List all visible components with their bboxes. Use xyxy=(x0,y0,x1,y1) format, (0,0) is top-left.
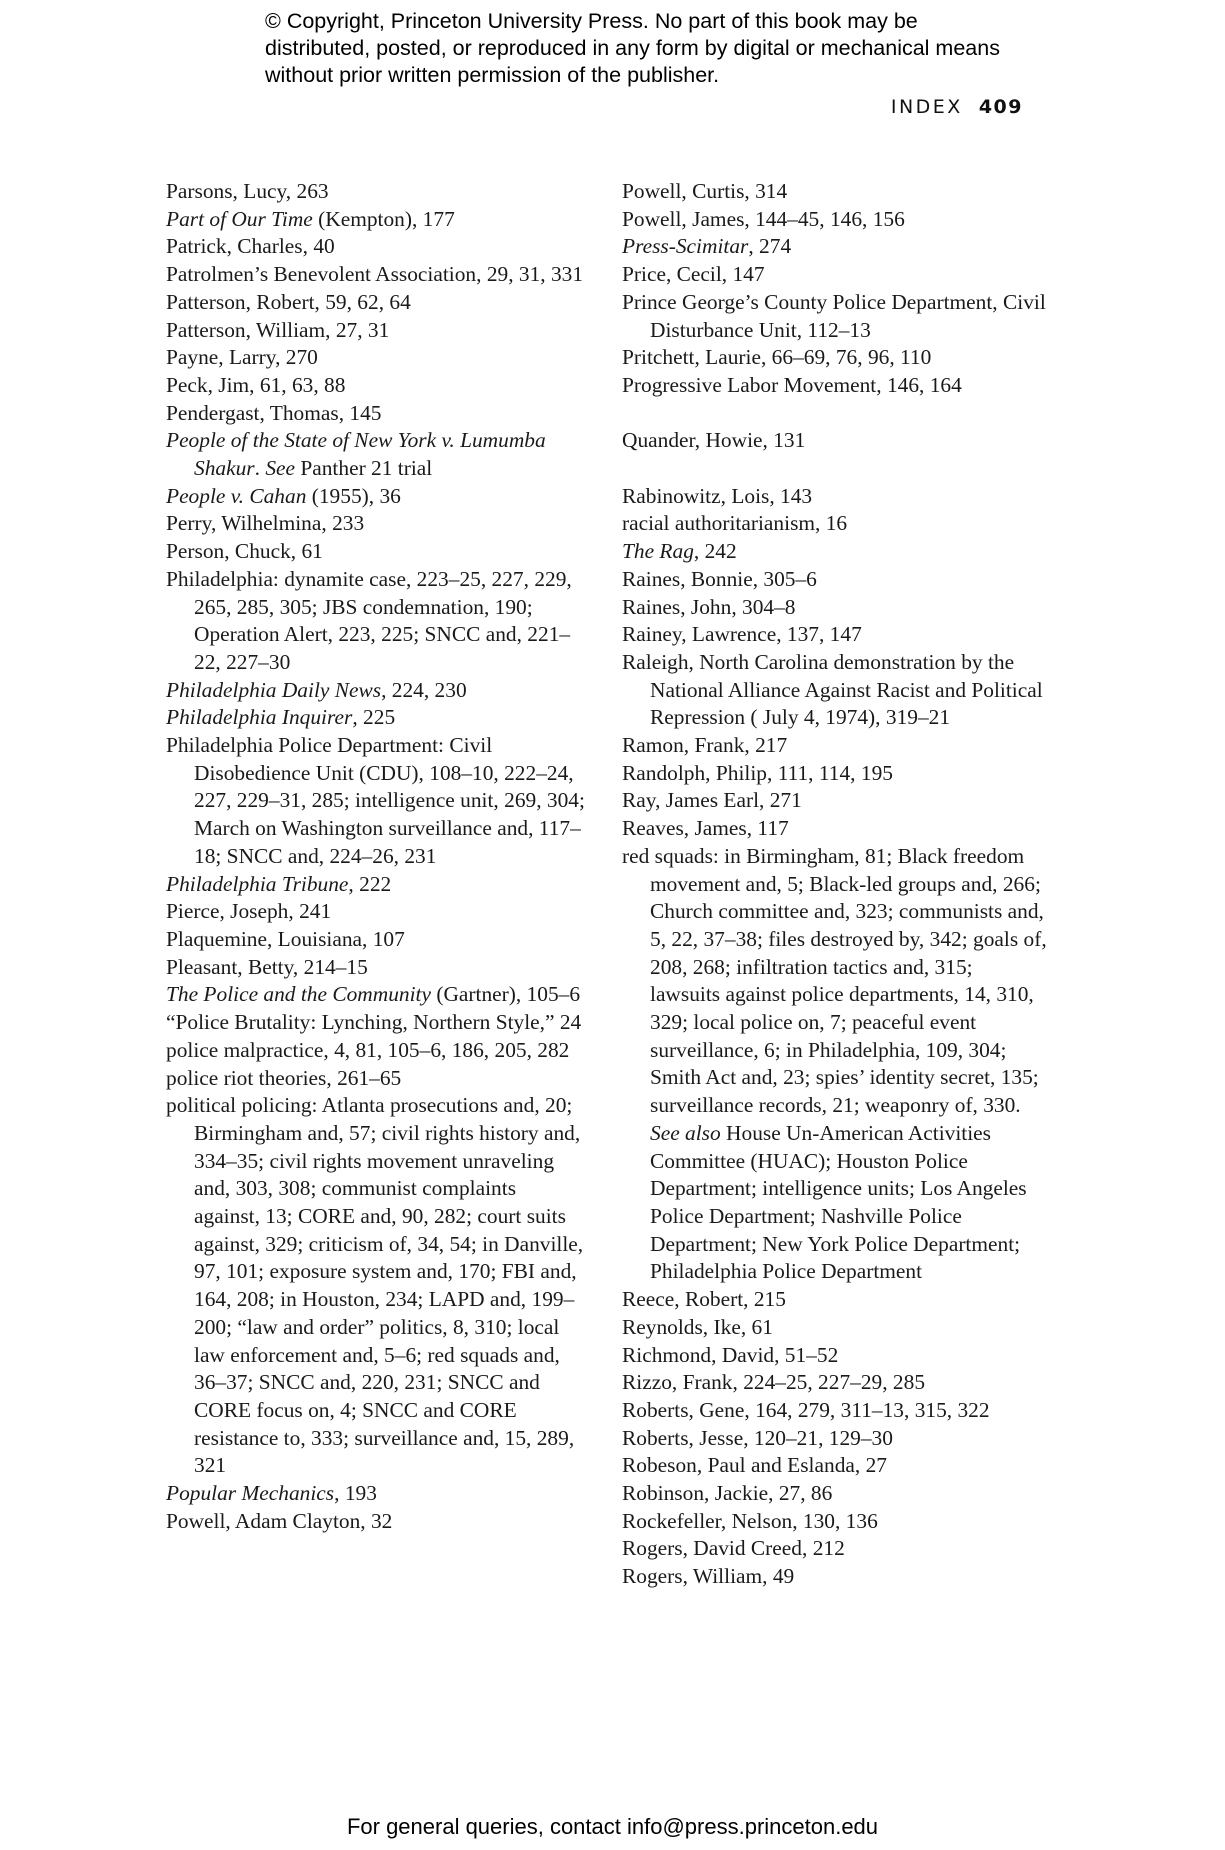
index-entry: Reaves, James, 117 xyxy=(622,816,789,841)
index-entry: Robinson, Jackie, 27, 86 xyxy=(622,1481,833,1506)
copyright-notice: © Copyright, Princeton University Press. No part of this book may be distributed, posted, or reproduced in any form by digital or mechanical means without prior written permission of the publisher. xyxy=(265,9,1000,87)
index-letter-break xyxy=(622,400,1047,428)
index-entry: Rogers, William, 49 xyxy=(622,1564,795,1589)
index-column-left xyxy=(166,178,586,1535)
index-entry: Pritchett, Laurie, 66–69, 76, 96, 110 xyxy=(622,345,932,370)
index-entry: Quander, Howie, 131 xyxy=(622,428,806,453)
index-entry: Rabinowitz, Lois, 143 xyxy=(622,483,813,508)
index-entry: Raleigh, North Carolina demonstration by the National Alliance Against Racist and Political Repression ( July 4, 1974), 319–21 xyxy=(622,649,1043,730)
index-entry: Popular Mechanics, 193 xyxy=(166,1481,377,1506)
index-entry: Powell, Curtis, 314 xyxy=(622,179,788,203)
index-entry: Philadelphia Police Department: Civil Disobedience Unit (CDU), 108–10, 222–24, 227, 229–31, 285; intelligence unit, 269, 304; March on Washington surveillance and, 117–18; SNCC and, 224–26, 231 xyxy=(166,733,585,868)
footer-contact: For general queries, contact info@press.princeton.edu xyxy=(346,1814,879,1839)
index-entry: Robeson, Paul and Eslanda, 27 xyxy=(622,1453,887,1478)
index-letter-break xyxy=(622,455,1047,483)
index-entry: Rainey, Lawrence, 137, 147 xyxy=(622,622,862,647)
index-entry: Powell, Adam Clayton, 32 xyxy=(166,1508,393,1533)
index-entry: Richmond, David, 51–52 xyxy=(622,1342,839,1367)
index-entry: Patterson, William, 27, 31 xyxy=(166,317,390,342)
index-entry: “Police Brutality: Lynching, Northern Style,” 24 xyxy=(166,1010,582,1035)
index-entry: political policing: Atlanta prosecutions and, 20; Birmingham and, 57; civil rights history and, 334–35; civil rights movement unraveling and, 303, 308; communist complaints against, 13; CORE and, 90, 282; court suits against, 329; criticism of, 34, 54; in Danville, 97, 101; exposure system and, 170; FBI and, 164, 208; in Houston, 234; LAPD and, 199–200; “law and order” politics, 8, 310; local law enforcement and, 5–6; red squads and, 36–37; SNCC and, 220, 231; SNCC and CORE focus on, 4; SNCC and CORE resistance to, 333; surveillance and, 15, 289, 321 xyxy=(166,1093,584,1478)
index-column-right xyxy=(622,178,1047,1591)
index-entry: Patrick, Charles, 40 xyxy=(166,234,335,259)
index-entry: The Police and the Community (Gartner), 105–6 xyxy=(166,982,581,1007)
index-entry: Patterson, Robert, 59, 62, 64 xyxy=(166,289,411,314)
index-entry: Person, Chuck, 61 xyxy=(166,539,323,564)
index-entry: police riot theories, 261–65 xyxy=(166,1065,402,1090)
index-entry: Perry, Wilhelmina, 233 xyxy=(166,511,365,536)
index-entry: The Rag, 242 xyxy=(622,539,737,564)
index-entry: People v. Cahan (1955), 36 xyxy=(166,483,401,508)
index-entry: Press-Scimitar, 274 xyxy=(622,234,792,259)
index-entry: Randolph, Philip, 111, 114, 195 xyxy=(622,760,893,785)
index-entry: Powell, James, 144–45, 146, 156 xyxy=(622,206,905,231)
index-entry: Pleasant, Betty, 214–15 xyxy=(166,954,368,979)
index-entry: Rizzo, Frank, 224–25, 227–29, 285 xyxy=(622,1370,926,1395)
index-entry: Philadelphia Inquirer, 225 xyxy=(166,705,396,730)
index-entry: police malpractice, 4, 81, 105–6, 186, 205, 282 xyxy=(166,1037,570,1062)
running-head xyxy=(891,96,1023,118)
index-entry: Pendergast, Thomas, 145 xyxy=(166,400,382,425)
index-entry: Philadelphia Tribune, 222 xyxy=(166,871,392,896)
index-entry: Patrolmen’s Benevolent Association, 29, 31, 331 xyxy=(166,262,584,287)
index-entry: Roberts, Jesse, 120–21, 129–30 xyxy=(622,1425,893,1450)
index-entry: Ramon, Frank, 217 xyxy=(622,733,788,758)
index-entry: Price, Cecil, 147 xyxy=(622,262,765,287)
index-entry: Philadelphia Daily News, 224, 230 xyxy=(166,677,467,702)
index-entry: Philadelphia: dynamite case, 223–25, 227, 229, 265, 285, 305; JBS condemnation, 190; Operation Alert, 223, 225; SNCC and, 221–22, 227–30 xyxy=(166,566,572,674)
section-title: INDEX xyxy=(890,96,963,118)
page-number: 409 xyxy=(978,96,1023,118)
index-entry: Pierce, Joseph, 241 xyxy=(166,899,332,924)
index-entry: Rockefeller, Nelson, 130, 136 xyxy=(622,1508,878,1533)
index-entry: Progressive Labor Movement, 146, 164 xyxy=(622,372,962,397)
index-entry: Ray, James Earl, 271 xyxy=(622,788,802,813)
index-entry: racial authoritarianism, 16 xyxy=(622,511,848,536)
index-entry: red squads: in Birmingham, 81; Black freedom movement and, 5; Black-led groups and, 266; Church committee and, 323; communists and, 5, 22, 37–38; files destroyed by, 342; goals of, 208, 268; infiltration tactics and, 315; lawsuits against police departments, 14, 310, 329; local police on, 7; peaceful event surveillance, 6; in Philadelphia, 109, 304; Smith Act and, 23; spies’ identity secret, 135; surveillance records, 21; weaponry of, 330. See also House Un-American Activities Committee (HUAC); Houston Police Department; intelligence units; Los Angeles Police Department; Nashville Police Department; New York Police Department; Philadelphia Police Department xyxy=(622,843,1047,1284)
index-entry: Reynolds, Ike, 61 xyxy=(622,1314,773,1339)
index-entry: Prince George’s County Police Department, Civil Disturbance Unit, 112–13 xyxy=(622,289,1046,342)
index-entry: Raines, Bonnie, 305–6 xyxy=(622,566,817,591)
index-entry: Roberts, Gene, 164, 279, 311–13, 315, 322 xyxy=(622,1397,990,1422)
index-entry: Raines, John, 304–8 xyxy=(622,594,796,619)
index-entry: Part of Our Time (Kempton), 177 xyxy=(166,206,455,231)
index-entry: Rogers, David Creed, 212 xyxy=(622,1536,845,1561)
index-entry: Payne, Larry, 270 xyxy=(166,345,318,370)
index-entry: Reece, Robert, 215 xyxy=(622,1287,786,1312)
index-entry: Plaquemine, Louisiana, 107 xyxy=(166,926,405,951)
index-entry: Peck, Jim, 61, 63, 88 xyxy=(166,372,346,397)
index-entry: Parsons, Lucy, 263 xyxy=(166,179,329,203)
index-entry: People of the State of New York v. Lumumba Shakur. See Panther 21 trial xyxy=(166,428,546,481)
